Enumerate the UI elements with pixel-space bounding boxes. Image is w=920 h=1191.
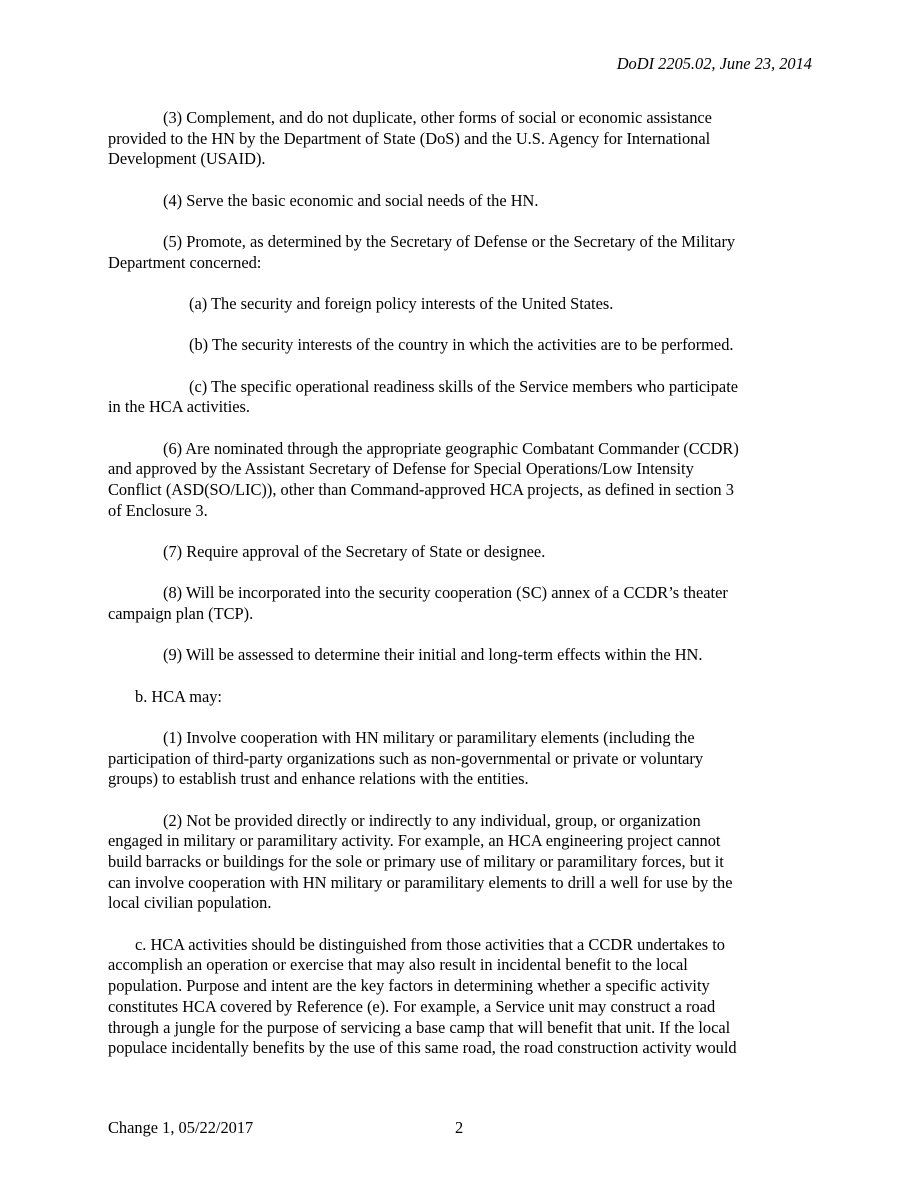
text-line: groups) to establish trust and enhance relations with the entities. <box>108 769 529 789</box>
text-line: (3) Complement, and do not duplicate, other forms of social or economic assistance <box>163 108 712 127</box>
text-line: engaged in military or paramilitary activity. For example, an HCA engineering project cannot <box>108 831 721 851</box>
text-line: in the HCA activities. <box>108 397 251 417</box>
document-body <box>108 108 808 1080</box>
text-line: and approved by the Assistant Secretary of Defense for Special Operations/Low Intensity <box>108 459 694 479</box>
paragraph-5b <box>108 335 808 356</box>
text-line: b. HCA may: <box>135 686 222 706</box>
text-line: of Enclosure 3. <box>108 500 208 520</box>
paragraph-9-assessed <box>108 645 808 666</box>
paragraph-3-complement <box>108 108 808 170</box>
paragraph-8-incorporated <box>108 583 808 624</box>
text-line: can involve cooperation with HN military or paramilitary elements to drill a well for use by the <box>108 872 733 892</box>
text-line: (5) Promote, as determined by the Secretary of Defense or the Secretary of the Military <box>163 232 736 251</box>
document-header: DoDI 2205.02, June 23, 2014 <box>616 54 812 73</box>
text-line: (c) The specific operational readiness skills of the Service members who participate <box>189 376 739 396</box>
text-line: constitutes HCA covered by Reference (e). For example, a Service unit may construct a road <box>108 996 716 1016</box>
text-line: accomplish an operation or exercise that may also result in incidental benefit to the local <box>108 955 688 975</box>
text-line: populace incidentally benefits by the use of this same road, the road construction activity would <box>108 1038 737 1058</box>
text-line: provided to the HN by the Department of State (DoS) and the U.S. Agency for International <box>108 128 711 148</box>
text-line: Department concerned: <box>108 252 262 272</box>
text-line: (9) Will be assessed to determine their initial and long-term effects within the HN. <box>163 645 703 665</box>
text-line: through a jungle for the purpose of servicing a base camp that will benefit that unit. If the local <box>108 1017 731 1037</box>
text-line: (4) Serve the basic economic and social needs of the HN. <box>163 190 539 210</box>
text-line: (6) Are nominated through the appropriate geographic Combatant Commander (CCDR) <box>163 438 739 458</box>
paragraph-b1-involve <box>108 728 808 790</box>
paragraph-4-serve <box>108 191 808 212</box>
paragraph-5a <box>108 294 808 315</box>
page-number: 2 <box>455 1118 464 1137</box>
footer-change-note: Change 1, 05/22/2017 <box>108 1118 254 1137</box>
text-line: (b) The security interests of the country in which the activities are to be performed. <box>189 335 734 355</box>
paragraph-b-hca-may <box>108 687 808 708</box>
text-line: Development (USAID). <box>108 149 266 169</box>
text-line: campaign plan (TCP). <box>108 604 254 623</box>
paragraph-7-approval <box>108 542 808 563</box>
paragraph-5-promote <box>108 232 808 273</box>
text-line: (2) Not be provided directly or indirectly to any individual, group, or organization <box>163 810 701 830</box>
text-line: local civilian population. <box>108 893 272 913</box>
text-line: build barracks or buildings for the sole or primary use of military or paramilitary forces, but it <box>108 852 724 871</box>
text-line: population. Purpose and intent are the key factors in determining whether a specific activity <box>108 976 710 996</box>
text-line: (7) Require approval of the Secretary of State or designee. <box>163 542 546 561</box>
text-line: (a) The security and foreign policy interests of the United States. <box>189 294 614 313</box>
text-line: c. HCA activities should be distinguished from those activities that a CCDR undertakes to <box>135 934 725 954</box>
paragraph-b2-not-provided <box>108 811 808 915</box>
paragraph-c-distinguished <box>108 935 808 1059</box>
text-line: (8) Will be incorporated into the security cooperation (SC) annex of a CCDR’s theater <box>163 583 728 603</box>
text-line: (1) Involve cooperation with HN military or paramilitary elements (including the <box>163 727 695 747</box>
paragraph-5c <box>108 377 808 418</box>
text-line: Conflict (ASD(SO/LIC)), other than Command-approved HCA projects, as defined in section 3 <box>108 480 734 499</box>
text-line: participation of third-party organizations such as non-governmental or private or voluntary <box>108 748 704 768</box>
paragraph-6-nominated <box>108 439 808 522</box>
